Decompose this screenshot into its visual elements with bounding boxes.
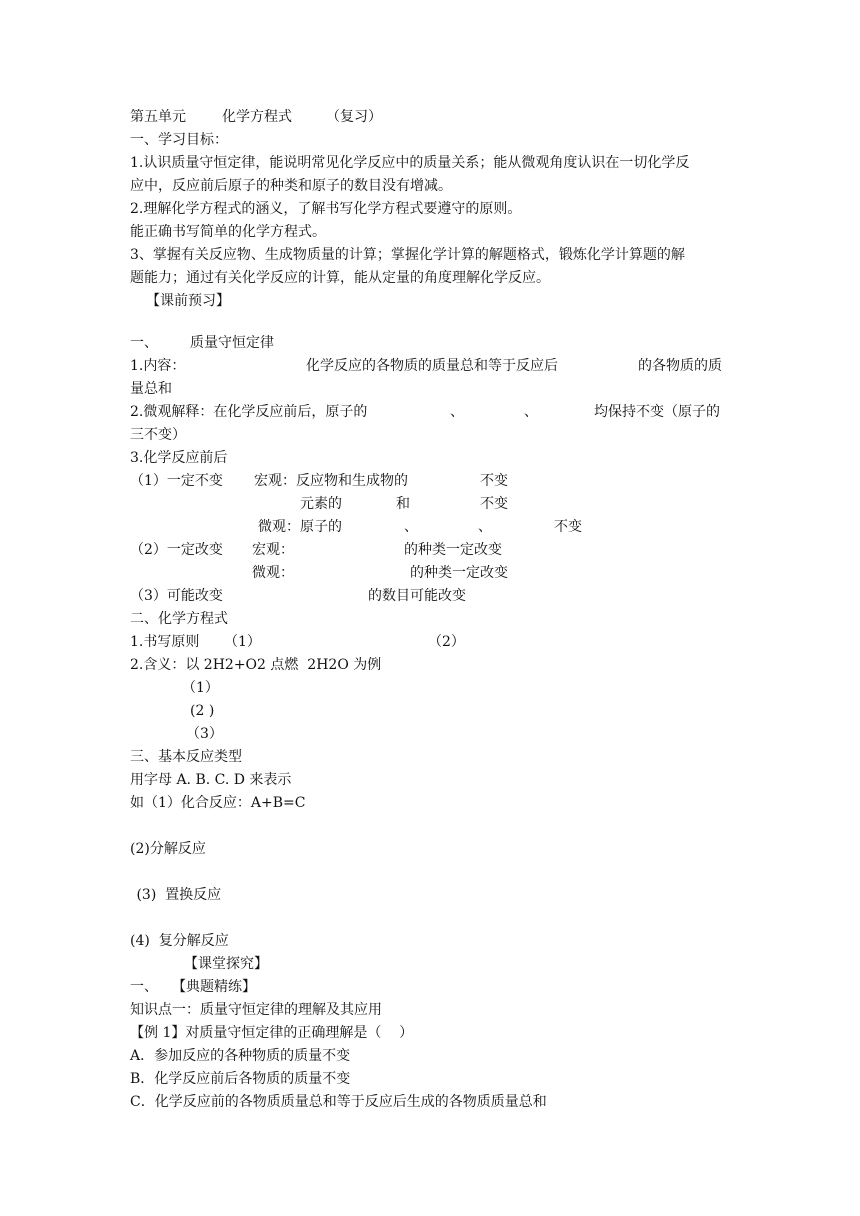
reaction-combination: 如（1）化合反应：A+B=C (130, 795, 306, 811)
objective-2-line-1: 2.理解化学方程式的涵义，了解书写化学方程式要遵守的原则。 (130, 201, 522, 217)
section-1-title: 质量守恒定律 (190, 335, 274, 351)
meaning-1: （1） (182, 680, 219, 696)
section-2-title: 二、化学方程式 (130, 611, 228, 627)
objective-1-line-2: 应中，反应前后原子的种类和原子的数目没有增减。 (130, 178, 452, 194)
unchanged-text-1: 不变 (480, 473, 508, 489)
objectives-heading: 一、学习目标： (130, 132, 228, 148)
changed-label: （2）一定改变 (130, 542, 223, 558)
element-and: 和 (396, 496, 410, 512)
changed-macro: 宏观： (252, 542, 294, 558)
change-heading: 3.化学反应前后 (130, 450, 228, 466)
preview-heading: 【课前预习】 (146, 293, 230, 309)
option-c: C．化学反应前的各物质质量总和等于反应后生成的各物质质量总和 (130, 1094, 547, 1110)
section-1-number: 一、 (130, 335, 158, 351)
unit-label: 第五单元 (130, 109, 186, 125)
review-label: （复习） (326, 109, 382, 125)
unchanged-micro: 微观：原子的 (258, 519, 342, 535)
option-b: B．化学反应前后各物质的质量不变 (130, 1071, 351, 1087)
knowledge-point-1: 知识点一：质量守恒定律的理解及其应用 (130, 1002, 382, 1018)
reaction-displacement: (3) 置换反应 (132, 887, 222, 903)
content-label: 1.内容： (130, 358, 186, 374)
unchanged-separator-2: 、 (478, 519, 492, 535)
changed-micro-end: 的种类一定改变 (410, 565, 508, 581)
principle-label: 1.书写原则 (130, 634, 200, 650)
meaning-2: (2 ) (190, 703, 215, 719)
element-label: 元素的 (300, 496, 342, 512)
content-end: 的各物质的质 (638, 358, 722, 374)
objective-3-line-1: 3、掌握有关反应物、生成物质量的计算；掌握化学计算的解题格式，锻炼化学计算题的解 (130, 247, 685, 263)
objective-1-line-1: 1.认识质量守恒定律，能说明常见化学反应中的质量关系；能从微观角度认识在一切化学反 (130, 155, 690, 171)
example-1-question: 【例 1】对质量守恒定律的正确理解是（ ） (130, 1025, 414, 1041)
meaning-label: 2.含义：以 2H2+O2 点燃 2H2O 为例 (130, 657, 382, 673)
option-a: A．参加反应的各种物质的质量不变 (130, 1048, 351, 1064)
micro-end: 均保持不变（原子的 (594, 404, 720, 420)
changed-micro: 微观： (252, 565, 294, 581)
unchanged-label: （1）一定不变 (130, 473, 223, 489)
objective-3-line-2: 题能力；通过有关化学反应的计算，能从定量的角度理解化学反应。 (130, 270, 550, 286)
possible-change-label: （3）可能改变 (130, 588, 223, 604)
content-tail: 量总和 (130, 381, 172, 397)
principle-2: （2） (428, 634, 465, 650)
micro-separator-2: 、 (524, 404, 538, 420)
chapter-title: 化学方程式 (222, 109, 292, 125)
reaction-double-displacement: (4) 复分解反应 (130, 933, 229, 949)
practice-title: 【典题精练】 (172, 979, 256, 995)
possible-change-end: 的数目可能改变 (368, 588, 466, 604)
micro-tail: 三不变） (130, 427, 186, 443)
meaning-3: （3） (186, 726, 223, 742)
content-middle: 化学反应的各物质的质量总和等于反应后 (306, 358, 558, 374)
unchanged-macro: 宏观：反应物和生成物的 (254, 473, 408, 489)
reaction-decomposition: (2)分解反应 (130, 841, 206, 857)
section-3-title: 三、基本反应类型 (130, 749, 242, 765)
principle-1: （1） (224, 634, 261, 650)
letters-note: 用字母 A. B. C. D 来表示 (130, 772, 292, 788)
changed-macro-end: 的种类一定改变 (404, 542, 502, 558)
micro-separator-1: 、 (450, 404, 464, 420)
objective-2-line-2: 能正确书写简单的化学方程式。 (130, 224, 326, 240)
unchanged-text-3: 不变 (554, 519, 582, 535)
explore-heading: 【课堂探究】 (184, 956, 268, 972)
unchanged-separator-1: 、 (404, 519, 418, 535)
micro-label: 2.微观解释：在化学反应前后，原子的 (130, 404, 368, 420)
practice-number: 一、 (130, 979, 158, 995)
unchanged-text-2: 不变 (480, 496, 508, 512)
